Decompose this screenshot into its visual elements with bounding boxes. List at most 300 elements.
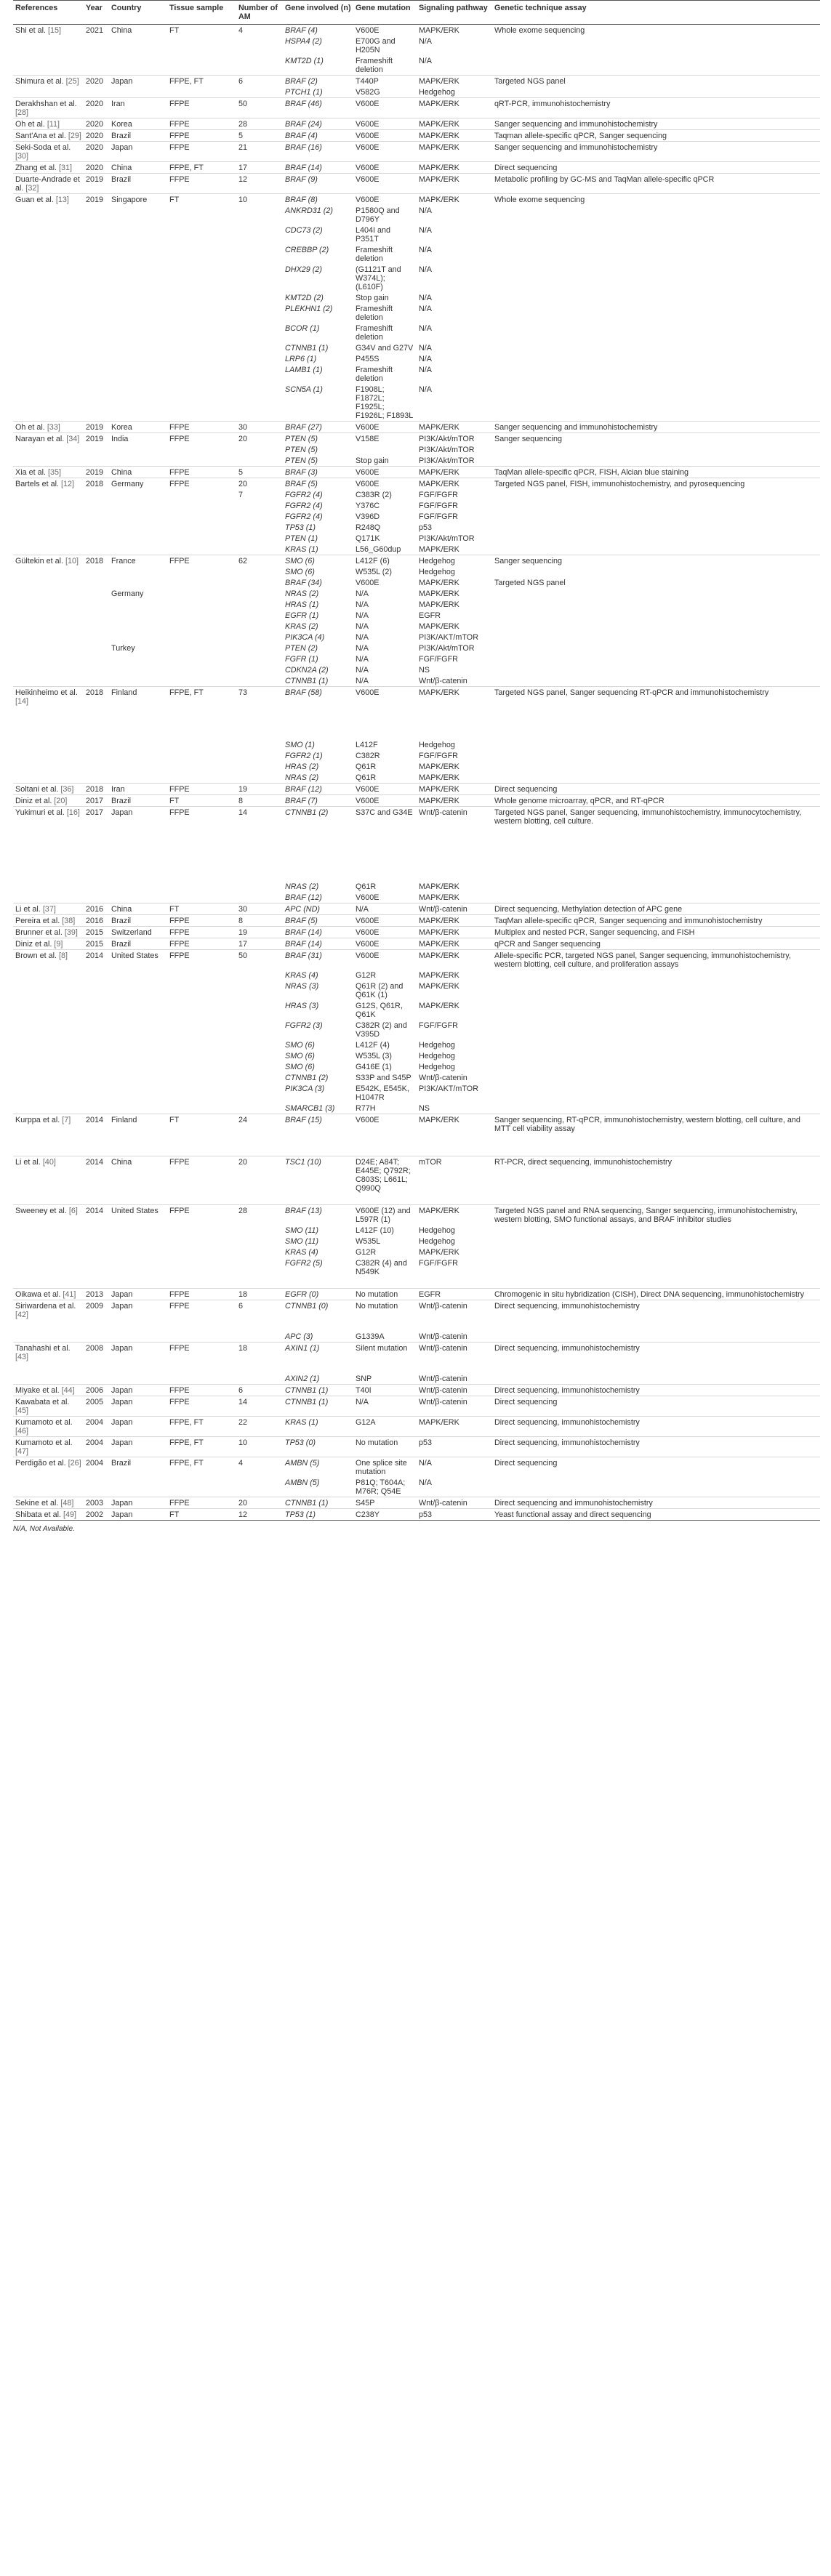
cell-gene: LRP6 (1) bbox=[285, 354, 317, 363]
cell-reference bbox=[13, 36, 84, 55]
reference-citation-link[interactable]: [33] bbox=[47, 422, 60, 432]
reference-citation-link[interactable]: [29] bbox=[68, 131, 81, 140]
cell-year bbox=[84, 1236, 109, 1247]
cell-tissue-sample: FFPE bbox=[167, 130, 236, 142]
cell-mutation: Silent mutation bbox=[353, 1343, 417, 1363]
cell-number-of-am bbox=[236, 1247, 283, 1257]
cell-reference bbox=[13, 194, 84, 206]
spacer-cell bbox=[283, 1277, 353, 1289]
cell-year: 2019 bbox=[84, 194, 109, 206]
cell-mutation: C383R (2) bbox=[356, 490, 392, 499]
cell-tissue-sample: FFPE, FT bbox=[167, 687, 236, 707]
cell-country bbox=[109, 881, 167, 892]
cell-pathway: N/A bbox=[419, 323, 432, 333]
cell-year bbox=[84, 1103, 109, 1114]
cell-year: 2018 bbox=[84, 687, 109, 707]
cell-reference bbox=[13, 1477, 84, 1497]
cell-tissue-sample bbox=[167, 455, 236, 467]
cell-reference bbox=[13, 1236, 84, 1247]
spacer-cell bbox=[492, 717, 820, 728]
cell-reference bbox=[13, 643, 84, 653]
cell-year: 2014 bbox=[84, 1114, 109, 1135]
cell-tissue-sample: FFPE bbox=[167, 478, 236, 490]
cell-country: United States bbox=[109, 950, 167, 970]
cell-number-of-am: 4 bbox=[236, 1457, 283, 1478]
cell-gene: KRAS (4) bbox=[285, 970, 318, 980]
reference-citation-link[interactable]: [9] bbox=[54, 939, 63, 949]
cell-tissue-sample: FFPE bbox=[167, 950, 236, 970]
cell-country bbox=[109, 292, 167, 303]
table-subrow bbox=[13, 970, 820, 981]
reference-citation-link[interactable]: [32] bbox=[25, 183, 39, 193]
spacer-cell bbox=[84, 1145, 109, 1156]
cell-gene: PIK3CA (3) bbox=[285, 1084, 325, 1093]
cell-country bbox=[109, 970, 167, 981]
cell-technique bbox=[492, 489, 820, 500]
cell-tissue-sample bbox=[167, 511, 236, 522]
reference-citation-link[interactable]: [47] bbox=[15, 1446, 29, 1456]
reference-citation-link[interactable]: [39] bbox=[64, 927, 78, 937]
cell-gene: PTEN (5) bbox=[285, 456, 318, 465]
cell-tissue-sample: FT bbox=[167, 194, 236, 206]
cell-tissue-sample: FFPE bbox=[167, 555, 236, 567]
cell-tissue-sample bbox=[167, 750, 236, 761]
cell-year bbox=[84, 981, 109, 1000]
cell-technique bbox=[492, 1225, 820, 1236]
reference-citation-link[interactable]: [20] bbox=[54, 796, 68, 805]
cell-gene: KRAS (1) bbox=[283, 1417, 353, 1437]
cell-pathway: MAPK/ERK bbox=[417, 795, 492, 807]
cell-technique: Direct sequencing and immunohistochemistry bbox=[492, 1497, 820, 1509]
cell-pathway: PI3K/AKT/mTOR bbox=[419, 632, 478, 642]
cell-number-of-am: 20 bbox=[236, 1497, 283, 1509]
cell-year: 2003 bbox=[84, 1497, 109, 1509]
cell-pathway: FGF/FGFR bbox=[419, 501, 458, 510]
spacer-cell bbox=[13, 717, 84, 728]
cell-number-of-am bbox=[236, 1020, 283, 1039]
cell-mutation: T40I bbox=[353, 1385, 417, 1396]
cell-tissue-sample bbox=[167, 342, 236, 353]
cell-technique bbox=[492, 533, 820, 544]
cell-reference bbox=[13, 950, 84, 970]
spacer-cell bbox=[167, 717, 236, 728]
cell-pathway: Hedgehog bbox=[419, 1225, 455, 1235]
cell-pathway: MAPK/ERK bbox=[417, 142, 492, 162]
reference-author: Li et al. bbox=[15, 904, 41, 914]
cell-year: 2004 bbox=[84, 1417, 109, 1437]
table-row bbox=[13, 467, 820, 478]
table-row bbox=[13, 903, 820, 915]
cell-number-of-am bbox=[236, 1331, 283, 1343]
cell-tissue-sample bbox=[167, 675, 236, 687]
reference-citation-link[interactable]: [41] bbox=[63, 1289, 76, 1299]
cell-reference bbox=[13, 881, 84, 892]
cell-gene: BRAF (8) bbox=[283, 194, 353, 206]
cell-mutation: G12R bbox=[356, 970, 377, 980]
cell-number-of-am: 7 bbox=[238, 490, 244, 499]
cell-mutation: V600E bbox=[353, 194, 417, 206]
cell-tissue-sample bbox=[167, 1331, 236, 1343]
reference-citation-link[interactable]: [48] bbox=[60, 1498, 74, 1508]
table-subrow bbox=[13, 761, 820, 772]
cell-reference bbox=[13, 455, 84, 467]
reference-citation-link[interactable]: [35] bbox=[48, 467, 62, 477]
spacer-cell bbox=[353, 1134, 417, 1145]
spacer-cell bbox=[417, 1362, 492, 1373]
reference-citation-link[interactable]: [13] bbox=[55, 195, 69, 204]
cell-number-of-am: 17 bbox=[236, 162, 283, 174]
spacer-cell bbox=[353, 1320, 417, 1331]
cell-tissue-sample bbox=[167, 1083, 236, 1103]
cell-country: Iran bbox=[109, 98, 167, 118]
cell-year bbox=[84, 303, 109, 323]
cell-technique: Sanger sequencing and immunohistochemistry bbox=[492, 118, 820, 130]
reference-citation-link[interactable]: [31] bbox=[59, 163, 73, 172]
table-row bbox=[13, 118, 820, 130]
reference-citation-link[interactable]: [8] bbox=[59, 951, 68, 960]
cell-year bbox=[84, 264, 109, 292]
cell-technique bbox=[492, 632, 820, 643]
reference-citation-link[interactable]: [6] bbox=[68, 1206, 78, 1215]
cell-country bbox=[109, 1477, 167, 1497]
reference-citation-link[interactable]: [38] bbox=[62, 916, 76, 925]
cell-country bbox=[109, 1039, 167, 1050]
cell-tissue-sample: FFPE, FT bbox=[167, 162, 236, 174]
cell-reference bbox=[13, 1373, 84, 1385]
cell-mutation: No mutation bbox=[353, 1300, 417, 1321]
cell-reference bbox=[13, 653, 84, 664]
spacer-cell bbox=[167, 728, 236, 739]
table-subrow bbox=[13, 364, 820, 384]
cell-year: 2009 bbox=[84, 1300, 109, 1321]
cell-reference bbox=[13, 1396, 84, 1417]
cell-gene: SCN5A (1) bbox=[285, 385, 323, 394]
reference-author: Sant'Ana et al. bbox=[15, 131, 66, 140]
spacer-cell bbox=[353, 859, 417, 870]
reference-citation-link[interactable]: [14] bbox=[15, 696, 29, 706]
spacer-cell bbox=[492, 1194, 820, 1205]
cell-pathway: PI3K/Akt/mTOR bbox=[419, 643, 475, 653]
table-subrow bbox=[13, 292, 820, 303]
spacer-cell bbox=[167, 837, 236, 848]
cell-year bbox=[84, 1331, 109, 1343]
cell-pathway: Hedgehog bbox=[419, 1062, 455, 1071]
cell-tissue-sample: FFPE bbox=[167, 1205, 236, 1225]
cell-reference bbox=[13, 444, 84, 455]
cell-mutation: Frameshift deletion bbox=[356, 56, 393, 74]
reference-citation-link[interactable]: [44] bbox=[61, 1385, 75, 1395]
cell-reference bbox=[13, 433, 84, 445]
reference-author: Seki-Soda et al. bbox=[15, 142, 71, 152]
cell-year bbox=[84, 1072, 109, 1083]
reference-citation-link[interactable]: [40] bbox=[42, 1157, 56, 1167]
cell-year: 2013 bbox=[84, 1289, 109, 1300]
spacer-cell bbox=[109, 707, 167, 717]
cell-year bbox=[84, 772, 109, 784]
cell-number-of-am bbox=[236, 750, 283, 761]
cell-number-of-am: 10 bbox=[236, 1437, 283, 1457]
cell-gene: PLEKHN1 (2) bbox=[285, 304, 333, 313]
table-subrow bbox=[13, 1247, 820, 1257]
cell-technique: TaqMan allele-specific qPCR, FISH, Alcian blue staining bbox=[492, 467, 820, 478]
cell-year: 2005 bbox=[84, 1396, 109, 1417]
reference-citation-link[interactable]: [28] bbox=[15, 108, 29, 117]
cell-technique bbox=[492, 292, 820, 303]
cell-technique bbox=[492, 643, 820, 653]
cell-tissue-sample bbox=[167, 86, 236, 98]
reference-citation-link[interactable]: [49] bbox=[63, 1510, 77, 1519]
cell-mutation: N/A bbox=[356, 611, 369, 620]
reference-citation-link[interactable]: [11] bbox=[47, 119, 60, 129]
cell-country bbox=[109, 1247, 167, 1257]
spacer-cell bbox=[167, 859, 236, 870]
cell-mutation: D24E; A84T; E445E; Q792R; C803S; L661L; Q990Q bbox=[353, 1156, 417, 1194]
cell-pathway: Wnt/β-catenin bbox=[417, 1343, 492, 1363]
cell-number-of-am bbox=[236, 86, 283, 98]
cell-gene: FGFR2 (4) bbox=[285, 490, 323, 499]
cell-tissue-sample: FFPE bbox=[167, 938, 236, 950]
reference-citation-link[interactable]: [37] bbox=[42, 904, 56, 914]
cell-pathway: PI3K/Akt/mTOR bbox=[419, 534, 475, 543]
cell-gene: BRAF (14) bbox=[283, 938, 353, 950]
cell-pathway: FGF/FGFR bbox=[419, 1258, 458, 1268]
cell-tissue-sample: FFPE bbox=[167, 1300, 236, 1321]
cell-mutation: V600E bbox=[353, 950, 417, 970]
cell-tissue-sample: FFPE bbox=[167, 807, 236, 827]
cell-number-of-am: 28 bbox=[236, 118, 283, 130]
cell-tissue-sample bbox=[167, 1373, 236, 1385]
cell-year: 2016 bbox=[84, 915, 109, 927]
cell-country bbox=[109, 892, 167, 903]
spacer-row bbox=[13, 707, 820, 717]
cell-tissue-sample bbox=[167, 292, 236, 303]
cell-year: 2020 bbox=[84, 130, 109, 142]
reference-citation-link[interactable]: [12] bbox=[61, 479, 75, 488]
cell-reference bbox=[13, 892, 84, 903]
cell-number-of-am bbox=[236, 36, 283, 55]
cell-number-of-am bbox=[236, 1225, 283, 1236]
cell-number-of-am bbox=[236, 1050, 283, 1061]
table-subrow bbox=[13, 981, 820, 1000]
reference-author: Shi et al. bbox=[15, 25, 47, 35]
reference-citation-link[interactable]: [42] bbox=[15, 1310, 29, 1319]
cell-pathway: MAPK/ERK bbox=[419, 762, 459, 771]
table-row bbox=[13, 1457, 820, 1478]
cell-gene: SMO (1) bbox=[285, 740, 315, 749]
cell-country: Japan bbox=[109, 1437, 167, 1457]
cell-tissue-sample bbox=[167, 533, 236, 544]
cell-gene: APC (ND) bbox=[283, 903, 353, 915]
reference-citation-link[interactable]: [26] bbox=[68, 1458, 81, 1468]
cell-tissue-sample bbox=[167, 892, 236, 903]
cell-technique bbox=[492, 444, 820, 455]
cell-reference bbox=[13, 1457, 84, 1478]
header-gene-involved: Gene involved (n) bbox=[283, 1, 353, 25]
spacer-cell bbox=[13, 1194, 84, 1205]
reference-citation-link[interactable]: [15] bbox=[48, 25, 62, 35]
cell-gene: PTCH1 (1) bbox=[285, 87, 323, 97]
cell-mutation: V600E bbox=[353, 478, 417, 490]
cell-technique bbox=[492, 225, 820, 244]
table-subrow bbox=[13, 632, 820, 643]
cell-mutation bbox=[353, 444, 417, 455]
cell-technique bbox=[492, 384, 820, 422]
cell-technique: Taqman allele-specific qPCR, Sanger sequencing bbox=[492, 130, 820, 142]
cell-gene: CTNNB1 (2) bbox=[283, 807, 353, 827]
reference-citation-link[interactable]: [7] bbox=[62, 1115, 71, 1124]
cell-country bbox=[109, 353, 167, 364]
table-container bbox=[13, 0, 820, 1521]
cell-country bbox=[109, 566, 167, 577]
reference-citation-link[interactable]: [34] bbox=[66, 434, 80, 443]
cell-gene: BRAF (31) bbox=[283, 950, 353, 970]
cell-tissue-sample: FFPE bbox=[167, 1156, 236, 1194]
spacer-cell bbox=[84, 859, 109, 870]
reference-author: Sekine et al. bbox=[15, 1498, 59, 1508]
cell-number-of-am bbox=[236, 588, 283, 599]
cell-number-of-am: 12 bbox=[236, 174, 283, 194]
table-subrow bbox=[13, 1225, 820, 1236]
cell-tissue-sample: FFPE bbox=[167, 927, 236, 938]
cell-reference bbox=[13, 566, 84, 577]
cell-year: 2014 bbox=[84, 1205, 109, 1225]
cell-reference bbox=[13, 1061, 84, 1072]
cell-number-of-am: 5 bbox=[236, 467, 283, 478]
reference-citation-link[interactable]: [30] bbox=[15, 151, 29, 161]
cell-mutation: Q61R bbox=[356, 773, 377, 782]
cell-reference bbox=[13, 364, 84, 384]
cell-tissue-sample: FFPE bbox=[167, 1385, 236, 1396]
cell-gene: BRAF (9) bbox=[283, 174, 353, 194]
cell-mutation: One splice site mutation bbox=[353, 1457, 417, 1478]
cell-technique: Direct sequencing bbox=[492, 1457, 820, 1478]
cell-tissue-sample bbox=[167, 1000, 236, 1020]
reference-citation-link[interactable]: [10] bbox=[65, 556, 79, 565]
cell-number-of-am bbox=[236, 970, 283, 981]
cell-year bbox=[84, 892, 109, 903]
cell-mutation: V600E bbox=[353, 915, 417, 927]
cell-gene: SMARCB1 (3) bbox=[285, 1103, 335, 1113]
reference-citation-link[interactable]: [43] bbox=[15, 1352, 29, 1361]
spacer-cell bbox=[109, 1194, 167, 1205]
reference-citation-link[interactable]: [36] bbox=[60, 784, 74, 794]
cell-pathway: MAPK/ERK bbox=[419, 1001, 459, 1010]
cell-gene: PTEN (2) bbox=[285, 643, 318, 653]
cell-tissue-sample bbox=[167, 323, 236, 342]
table-subrow bbox=[13, 643, 820, 653]
table-subrow bbox=[13, 739, 820, 750]
cell-mutation: W535L (2) bbox=[356, 567, 393, 576]
cell-technique: Whole exome sequencing bbox=[492, 25, 820, 36]
table-subrow bbox=[13, 599, 820, 610]
cell-pathway: Hedgehog bbox=[419, 740, 455, 749]
cell-pathway: NS bbox=[419, 1103, 430, 1113]
cell-tissue-sample bbox=[167, 653, 236, 664]
cell-tissue-sample bbox=[167, 1477, 236, 1497]
spacer-cell bbox=[417, 728, 492, 739]
cell-reference bbox=[13, 1103, 84, 1114]
cell-gene: NRAS (3) bbox=[285, 981, 319, 991]
cell-mutation: Frameshift deletion bbox=[356, 365, 393, 383]
spacer-cell bbox=[283, 1145, 353, 1156]
cell-mutation: No mutation bbox=[353, 1437, 417, 1457]
cell-tissue-sample bbox=[167, 643, 236, 653]
header-number-of-am: Number of AM bbox=[236, 1, 283, 25]
cell-tissue-sample bbox=[167, 1103, 236, 1114]
cell-reference bbox=[13, 927, 84, 938]
cell-mutation: E700G and H205N bbox=[356, 36, 396, 55]
cell-year: 2020 bbox=[84, 118, 109, 130]
cell-technique bbox=[492, 1072, 820, 1083]
cell-tissue-sample: FFPE bbox=[167, 784, 236, 795]
cell-reference bbox=[13, 86, 84, 98]
cell-year: 2017 bbox=[84, 807, 109, 827]
cell-year bbox=[84, 500, 109, 511]
reference-citation-link[interactable]: [25] bbox=[65, 76, 79, 86]
cell-year bbox=[84, 1061, 109, 1072]
cell-year bbox=[84, 544, 109, 555]
cell-pathway: PI3K/AKT/mTOR bbox=[419, 1084, 478, 1093]
cell-number-of-am bbox=[236, 244, 283, 264]
cell-country: Japan bbox=[109, 142, 167, 162]
table-subrow bbox=[13, 533, 820, 544]
cell-year bbox=[84, 205, 109, 225]
table-subrow bbox=[13, 772, 820, 784]
reference-citation-link[interactable]: [46] bbox=[15, 1426, 29, 1436]
spacer-cell bbox=[283, 717, 353, 728]
spacer-cell bbox=[283, 859, 353, 870]
spacer-cell bbox=[13, 826, 84, 837]
cell-technique bbox=[492, 1020, 820, 1039]
cell-gene: SMO (6) bbox=[285, 1051, 315, 1060]
spacer-cell bbox=[109, 717, 167, 728]
cell-country: Brazil bbox=[109, 915, 167, 927]
table-body bbox=[13, 25, 820, 1521]
cell-tissue-sample bbox=[167, 761, 236, 772]
table-subrow bbox=[13, 1072, 820, 1083]
cell-tissue-sample bbox=[167, 739, 236, 750]
cell-tissue-sample bbox=[167, 544, 236, 555]
cell-reference bbox=[13, 342, 84, 353]
cell-country bbox=[109, 1225, 167, 1236]
reference-citation-link[interactable]: [16] bbox=[66, 808, 80, 817]
cell-country bbox=[109, 1103, 167, 1114]
cell-gene: CTNNB1 (1) bbox=[283, 1497, 353, 1509]
reference-author: Derakhshan et al. bbox=[15, 99, 77, 108]
spacer-cell bbox=[109, 837, 167, 848]
cell-technique: Yeast functional assay and direct sequencing bbox=[492, 1509, 820, 1521]
cell-reference bbox=[13, 533, 84, 544]
cell-country: Iran bbox=[109, 784, 167, 795]
spacer-cell bbox=[13, 1362, 84, 1373]
table-subrow bbox=[13, 1050, 820, 1061]
cell-number-of-am: 30 bbox=[236, 422, 283, 433]
table-row bbox=[13, 807, 820, 827]
table-footnote: N/A, Not Available. bbox=[13, 1525, 75, 1533]
spacer-cell bbox=[283, 870, 353, 881]
cell-number-of-am: 14 bbox=[236, 807, 283, 827]
reference-author: Perdigão et al. bbox=[15, 1458, 66, 1468]
table-subrow bbox=[13, 1477, 820, 1497]
cell-gene: AMBN (5) bbox=[283, 1457, 353, 1478]
cell-pathway: Hedgehog bbox=[419, 1040, 455, 1050]
cell-technique: Sanger sequencing bbox=[492, 555, 820, 567]
reference-citation-link[interactable]: [45] bbox=[15, 1406, 29, 1415]
cell-reference bbox=[13, 205, 84, 225]
cell-country bbox=[109, 205, 167, 225]
table-subrow bbox=[13, 577, 820, 588]
header-references: References bbox=[13, 1, 84, 25]
